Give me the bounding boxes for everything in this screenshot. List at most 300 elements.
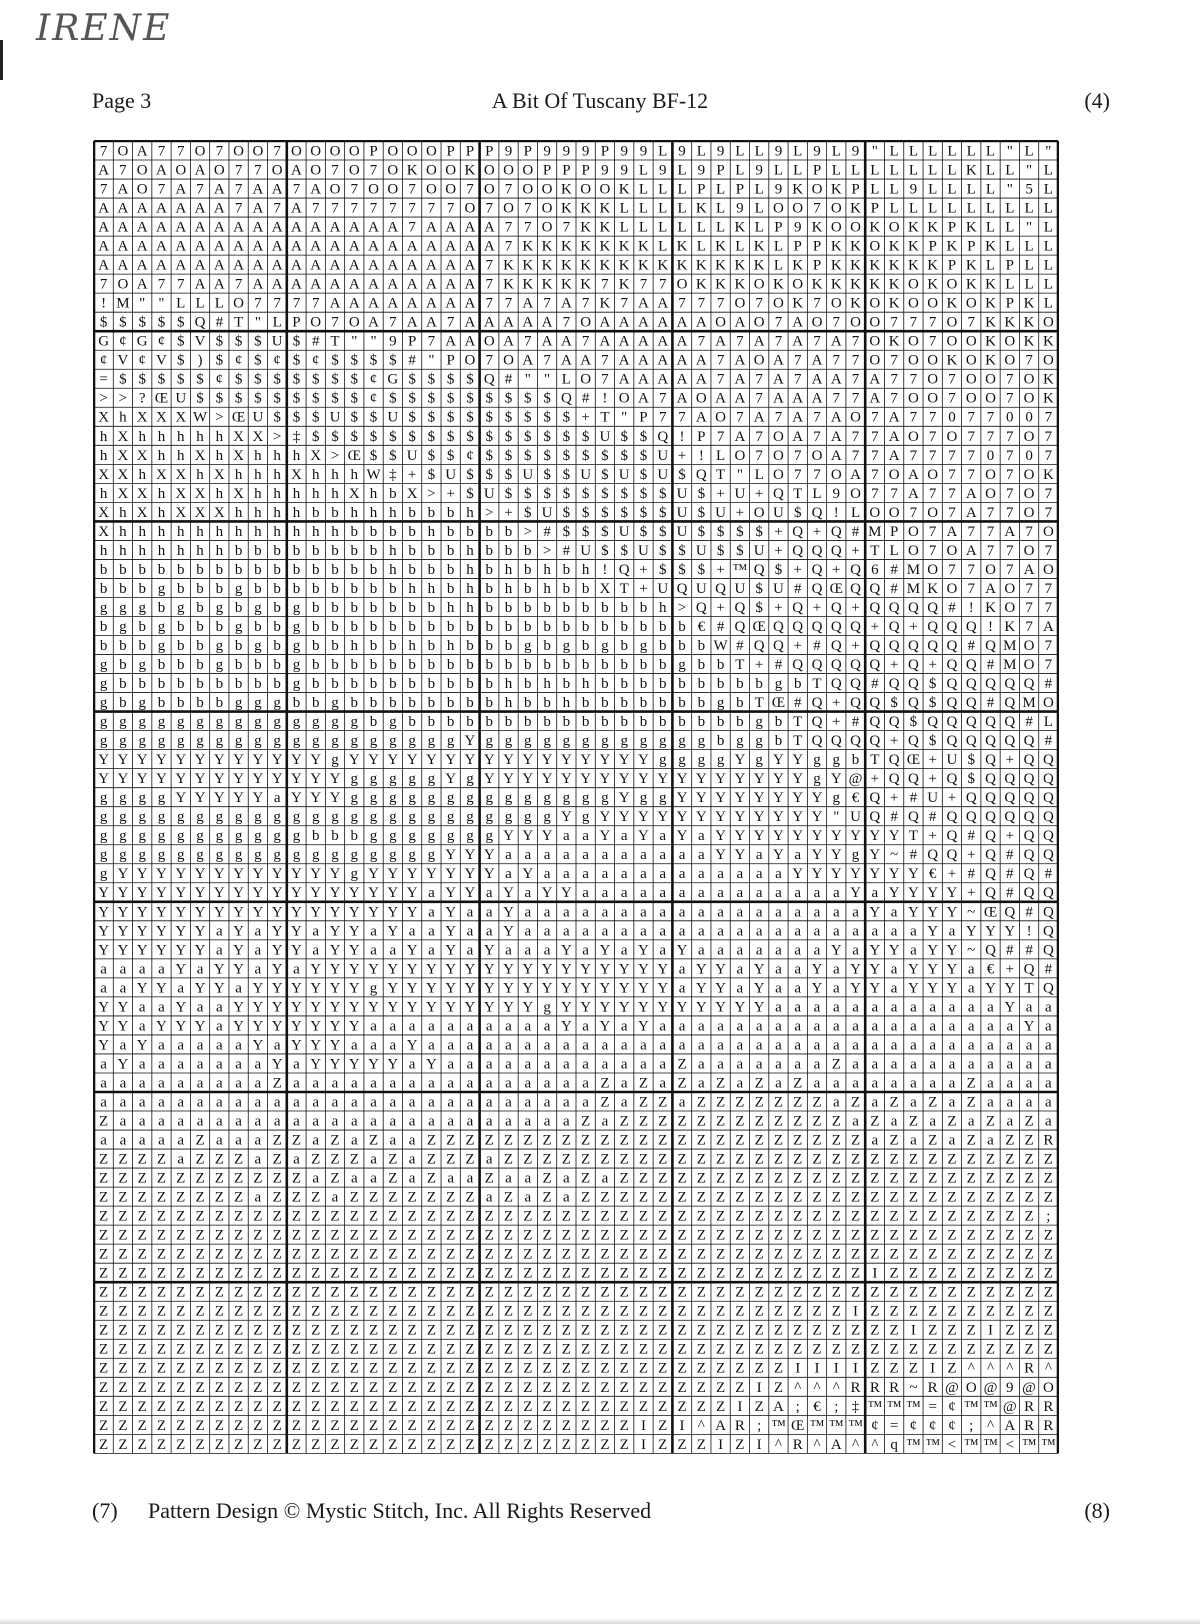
chart-symbol: Z xyxy=(368,1417,379,1434)
chart-symbol: Z xyxy=(638,1170,649,1187)
chart-symbol: Y xyxy=(329,885,341,902)
chart-symbol: P xyxy=(697,428,706,445)
chart-symbol: 7 xyxy=(1044,428,1053,445)
chart-symbol: Z xyxy=(850,1284,861,1301)
chart-symbol: a xyxy=(890,923,898,940)
chart-symbol: Z xyxy=(677,1075,687,1092)
chart-symbol: 7 xyxy=(967,561,975,578)
chart-symbol: Z xyxy=(176,1246,186,1263)
chart-symbol: Y xyxy=(291,771,302,788)
chart-symbol: Z xyxy=(195,1170,205,1187)
chart-symbol: Z xyxy=(330,1436,340,1453)
chart-symbol: $ xyxy=(466,390,474,407)
chart-symbol: O xyxy=(946,428,958,445)
chart-symbol: Z xyxy=(503,1398,514,1415)
chart-symbol: Q xyxy=(850,580,861,597)
chart-symbol: b xyxy=(485,695,493,712)
chart-symbol: Z xyxy=(118,1398,128,1415)
chart-symbol: a xyxy=(119,1037,127,1054)
chart-symbol: $ xyxy=(639,523,648,540)
chart-symbol: a xyxy=(871,1056,879,1073)
chart-symbol: a xyxy=(138,1056,146,1073)
chart-symbol: A xyxy=(98,200,110,217)
chart-symbol: Z xyxy=(137,1398,147,1415)
chart-symbol: b xyxy=(138,580,146,597)
chart-symbol: b xyxy=(331,618,339,635)
chart-symbol: h xyxy=(157,428,166,445)
chart-symbol: U xyxy=(695,542,707,559)
chart-symbol: 7 xyxy=(948,390,956,407)
chart-symbol: a xyxy=(620,1094,628,1111)
chart-symbol: A xyxy=(618,371,630,388)
chart-symbol: a xyxy=(543,1037,551,1054)
chart-symbol: Z xyxy=(523,1151,533,1168)
chart-symbol: Y xyxy=(98,885,110,902)
chart-symbol: X xyxy=(117,466,129,483)
chart-symbol: b xyxy=(427,542,436,559)
chart-symbol: O xyxy=(522,162,534,179)
chart-symbol: Z xyxy=(793,1151,803,1168)
chart-symbol: " xyxy=(1006,181,1013,198)
chart-symbol: b xyxy=(427,714,436,731)
chart-symbol: K xyxy=(830,238,842,255)
chart-symbol: Z xyxy=(793,1265,803,1282)
chart-symbol: ™ xyxy=(925,1436,941,1453)
chart-symbol: L xyxy=(754,181,764,198)
chart-symbol: Z xyxy=(716,1227,726,1244)
chart-symbol: a xyxy=(794,885,802,902)
chart-symbol: Z xyxy=(542,1189,552,1206)
chart-symbol: h xyxy=(504,695,513,712)
chart-symbol: O xyxy=(271,162,283,179)
chart-symbol: K xyxy=(599,200,611,217)
chart-symbol: a xyxy=(736,866,744,883)
chart-symbol: > xyxy=(118,390,128,407)
chart-symbol: b xyxy=(543,714,551,731)
chart-symbol: 7 xyxy=(562,314,571,331)
chart-symbol: g xyxy=(331,714,339,731)
chart-symbol: a xyxy=(775,961,782,978)
chart-symbol: $ xyxy=(543,447,551,464)
chart-symbol: 7 xyxy=(755,295,763,312)
chart-symbol: A xyxy=(445,257,457,274)
page-label: Page 3 xyxy=(92,88,152,113)
chart-symbol: O xyxy=(888,466,900,483)
chart-symbol: 7 xyxy=(890,485,898,502)
chart-symbol: Z xyxy=(253,1208,263,1225)
chart-symbol: Z xyxy=(716,1303,726,1320)
chart-symbol: Z xyxy=(696,1360,706,1377)
chart-symbol: a xyxy=(428,1094,435,1111)
chart-symbol: + xyxy=(851,599,860,616)
chart-symbol: a xyxy=(890,961,898,978)
chart-symbol: b xyxy=(620,695,628,712)
chart-symbol: ™ xyxy=(809,1417,825,1434)
chart-symbol: Z xyxy=(812,1094,822,1111)
chart-symbol: Q xyxy=(869,790,881,807)
chart-symbol: g xyxy=(196,828,204,845)
chart-symbol: A xyxy=(464,257,476,274)
chart-symbol: Y xyxy=(753,980,765,997)
chart-symbol: a xyxy=(871,1075,879,1092)
chart-symbol: Z xyxy=(523,1436,533,1453)
chart-symbol: L xyxy=(1043,162,1053,179)
chart-symbol: g xyxy=(755,752,763,769)
chart-symbol: Q xyxy=(830,676,842,693)
chart-symbol: Z xyxy=(311,1436,321,1453)
chart-symbol: h xyxy=(215,523,224,540)
chart-symbol: Z xyxy=(523,1322,533,1339)
chart-symbol: + xyxy=(1005,828,1015,845)
chart-symbol: b xyxy=(254,561,262,578)
chart-symbol: Y xyxy=(445,999,457,1016)
chart-symbol: Q xyxy=(985,771,996,788)
chart-symbol: a xyxy=(659,1075,667,1092)
chart-symbol: K xyxy=(907,219,919,236)
chart-symbol: a xyxy=(389,1037,397,1054)
chart-symbol: $ xyxy=(389,447,397,464)
chart-symbol: g xyxy=(659,752,667,769)
chart-symbol: L xyxy=(1043,238,1053,255)
chart-symbol: a xyxy=(640,1056,647,1073)
chart-symbol: $ xyxy=(157,371,166,388)
chart-symbol: Z xyxy=(214,1341,224,1358)
chart-symbol: $ xyxy=(909,714,918,731)
chart-symbol: Y xyxy=(503,999,514,1016)
chart-symbol: Q xyxy=(1023,790,1035,807)
chart-symbol: Z xyxy=(234,1189,244,1206)
chart-symbol: h xyxy=(254,504,262,521)
chart-symbol: L xyxy=(947,143,957,160)
chart-symbol: a xyxy=(678,923,686,940)
chart-symbol: Z xyxy=(658,1398,668,1415)
chart-symbol: # xyxy=(1006,885,1014,902)
chart-symbol: " xyxy=(736,466,743,483)
chart-symbol: A xyxy=(888,428,900,445)
chart-symbol: Y xyxy=(503,961,514,978)
chart-symbol: Z xyxy=(330,1379,340,1396)
chart-symbol: b xyxy=(254,580,262,597)
chart-symbol: Z xyxy=(446,1341,456,1358)
chart-symbol: Y xyxy=(194,942,206,959)
chart-symbol: Q xyxy=(985,809,996,826)
chart-symbol: > xyxy=(99,390,108,407)
chart-symbol: ‡ xyxy=(292,428,301,445)
chart-symbol: Z xyxy=(156,1246,167,1263)
chart-symbol: Y xyxy=(271,752,283,769)
chart-symbol: a xyxy=(505,1094,512,1111)
chart-symbol: h xyxy=(138,523,146,540)
chart-symbol: a xyxy=(177,1151,185,1168)
chart-symbol: Y xyxy=(271,980,283,997)
chart-symbol: Z xyxy=(947,1170,957,1187)
chart-symbol: Y xyxy=(638,771,649,788)
chart-symbol: Z xyxy=(889,1303,899,1320)
chart-symbol: a xyxy=(794,923,802,940)
chart-symbol: g xyxy=(524,809,532,826)
chart-symbol: O xyxy=(233,295,245,312)
chart-symbol: O xyxy=(1042,695,1054,712)
chart-symbol: $ xyxy=(311,409,320,426)
chart-symbol: Z xyxy=(793,1303,803,1320)
chart-symbol: Y xyxy=(811,809,823,826)
chart-symbol: Y xyxy=(310,1037,322,1054)
chart-symbol: b xyxy=(678,637,686,654)
chart-symbol: g xyxy=(254,809,262,826)
chart-symbol: h xyxy=(196,523,204,540)
chart-symbol: X xyxy=(213,504,225,521)
chart-symbol: Y xyxy=(291,866,302,883)
chart-symbol: X xyxy=(117,447,129,464)
chart-symbol: O xyxy=(830,200,842,217)
chart-symbol: a xyxy=(485,1151,493,1168)
chart-symbol: Z xyxy=(619,1132,629,1149)
chart-symbol: + xyxy=(793,561,802,578)
chart-symbol: A xyxy=(213,219,225,236)
chart-symbol: b xyxy=(311,561,320,578)
chart-symbol: Z xyxy=(368,1132,379,1149)
chart-symbol: Q xyxy=(850,618,861,635)
chart-symbol: T xyxy=(908,828,918,845)
chart-symbol: Z xyxy=(677,1303,687,1320)
chart-symbol: " xyxy=(370,333,377,350)
chart-symbol: A xyxy=(676,390,688,407)
chart-symbol: Z xyxy=(658,1246,668,1263)
chart-symbol: Y xyxy=(98,923,110,940)
chart-symbol: Z xyxy=(735,1170,745,1187)
chart-symbol: Z xyxy=(658,1417,668,1434)
chart-symbol: g xyxy=(659,733,667,750)
chart-symbol: Z xyxy=(985,1208,996,1225)
chart-symbol: A xyxy=(560,352,572,369)
chart-symbol: Z xyxy=(716,1170,726,1187)
chart-symbol: Y xyxy=(425,1056,437,1073)
chart-symbol: Y xyxy=(175,942,187,959)
chart-symbol: Z xyxy=(195,1265,205,1282)
chart-symbol: Y xyxy=(618,771,630,788)
chart-symbol: 7 xyxy=(177,276,185,293)
chart-symbol: 7 xyxy=(659,390,667,407)
chart-symbol: X xyxy=(233,447,245,464)
chart-symbol: K xyxy=(985,295,996,312)
chart-symbol: Z xyxy=(677,1056,687,1073)
chart-symbol: # xyxy=(986,695,995,712)
chart-symbol: Q xyxy=(850,656,861,673)
chart-symbol: L xyxy=(947,200,957,217)
chart-symbol: h xyxy=(389,561,397,578)
chart-symbol: 0 xyxy=(948,409,956,426)
chart-symbol: Z xyxy=(465,1227,475,1244)
chart-symbol: Z xyxy=(677,1132,687,1149)
chart-symbol: 9 xyxy=(697,162,706,179)
chart-symbol: Z xyxy=(272,1246,282,1263)
chart-symbol: ¢ xyxy=(871,1417,879,1434)
chart-symbol: a xyxy=(273,790,281,807)
chart-symbol: Z xyxy=(831,1246,841,1263)
chart-symbol: Z xyxy=(291,1360,302,1377)
chart-symbol: g xyxy=(215,637,224,654)
chart-symbol: O xyxy=(869,238,881,255)
chart-symbol: Z xyxy=(388,1151,398,1168)
chart-symbol: Z xyxy=(947,1303,957,1320)
chart-symbol: Z xyxy=(908,1189,918,1206)
chart-symbol: Z xyxy=(600,1436,610,1453)
chart-symbol: Z xyxy=(272,1341,282,1358)
chart-symbol: A xyxy=(464,333,476,350)
chart-symbol: Y xyxy=(503,752,514,769)
chart-symbol: Z xyxy=(330,1284,340,1301)
chart-symbol: $ xyxy=(543,485,551,502)
chart-symbol: a xyxy=(736,923,744,940)
chart-symbol: g xyxy=(659,790,667,807)
chart-symbol: ~ xyxy=(909,1379,918,1396)
chart-symbol: a xyxy=(1045,1113,1052,1130)
chart-symbol: Z xyxy=(581,1417,591,1434)
chart-symbol: O xyxy=(136,162,148,179)
chart-symbol: L xyxy=(1043,257,1053,274)
chart-symbol: b xyxy=(99,618,108,635)
chart-symbol: g xyxy=(119,847,127,864)
chart-symbol: Z xyxy=(812,1132,822,1149)
chart-symbol: b xyxy=(504,618,513,635)
chart-symbol: K xyxy=(773,276,784,293)
chart-symbol: g xyxy=(177,599,185,616)
chart-symbol: Y xyxy=(792,828,804,845)
chart-symbol: h xyxy=(466,599,474,616)
chart-symbol: Z xyxy=(793,1132,803,1149)
chart-symbol: L xyxy=(195,295,205,312)
chart-symbol: Y xyxy=(425,999,437,1016)
chart-symbol: Z xyxy=(118,1341,128,1358)
chart-symbol: g xyxy=(273,714,281,731)
chart-symbol: X xyxy=(175,466,187,483)
chart-symbol: g xyxy=(524,790,532,807)
chart-symbol: a xyxy=(177,1037,185,1054)
chart-symbol: a xyxy=(505,1113,512,1130)
chart-symbol: T xyxy=(870,542,880,559)
chart-symbol: a xyxy=(871,999,879,1016)
chart-symbol: Z xyxy=(388,1379,398,1396)
chart-symbol: + xyxy=(851,637,860,654)
chart-symbol: Z xyxy=(503,1303,514,1320)
chart-symbol: Z xyxy=(735,1246,745,1263)
chart-symbol: L xyxy=(658,200,668,217)
chart-symbol: A xyxy=(156,238,167,255)
chart-symbol: $ xyxy=(408,428,416,445)
chart-symbol: Z xyxy=(137,1284,147,1301)
chart-symbol: a xyxy=(466,1075,474,1092)
chart-symbol: $ xyxy=(389,390,397,407)
chart-symbol: Z xyxy=(234,1151,244,1168)
chart-symbol: # xyxy=(928,809,937,826)
chart-symbol: b xyxy=(485,714,493,731)
chart-symbol: a xyxy=(736,1037,744,1054)
chart-symbol: L xyxy=(658,219,668,236)
chart-symbol: a xyxy=(563,1094,570,1111)
chart-symbol: Z xyxy=(658,1170,668,1187)
chart-symbol: Z xyxy=(234,1265,244,1282)
chart-symbol: Q xyxy=(830,733,842,750)
chart-symbol: $ xyxy=(466,371,474,388)
chart-symbol: 7 xyxy=(890,352,898,369)
chart-symbol: Y xyxy=(425,752,437,769)
chart-symbol: U xyxy=(406,447,418,464)
chart-symbol: Q xyxy=(1023,733,1035,750)
chart-symbol: A xyxy=(271,181,283,198)
chart-symbol: Z xyxy=(368,1227,379,1244)
chart-symbol: Y xyxy=(734,809,746,826)
chart-symbol: Z xyxy=(677,1189,687,1206)
chart-symbol: Z xyxy=(407,1208,417,1225)
chart-symbol: Œ xyxy=(829,580,843,597)
chart-symbol: Z xyxy=(985,1170,996,1187)
chart-symbol: U xyxy=(850,809,861,826)
chart-symbol: Y xyxy=(136,752,148,769)
chart-symbol: Y xyxy=(213,752,225,769)
chart-symbol: 7 xyxy=(1044,656,1053,673)
chart-symbol: Z xyxy=(619,1341,629,1358)
chart-symbol: $ xyxy=(639,447,648,464)
chart-symbol: Z xyxy=(1005,1341,1015,1358)
chart-symbol: Y xyxy=(753,828,765,845)
chart-symbol: a xyxy=(697,923,705,940)
chart-symbol: a xyxy=(948,1132,956,1149)
chart-symbol: O xyxy=(965,390,977,407)
chart-symbol: Z xyxy=(465,1341,475,1358)
chart-symbol: A xyxy=(657,371,669,388)
chart-symbol: a xyxy=(755,1037,763,1054)
chart-symbol: K xyxy=(560,200,572,217)
chart-symbol: a xyxy=(524,1094,532,1111)
chart-symbol: A xyxy=(792,390,804,407)
chart-symbol: a xyxy=(254,1189,262,1206)
chart-symbol: $ xyxy=(119,371,127,388)
chart-symbol: Z xyxy=(619,1208,629,1225)
chart-symbol: b xyxy=(736,676,744,693)
chart-symbol: Y xyxy=(387,961,399,978)
chart-symbol: a xyxy=(485,1094,493,1111)
chart-symbol: g xyxy=(138,790,146,807)
chart-symbol: a xyxy=(177,1056,185,1073)
chart-symbol: Z xyxy=(658,1094,668,1111)
chart-symbol: b xyxy=(369,618,378,635)
chart-symbol: A xyxy=(425,238,437,255)
chart-symbol: 7 xyxy=(967,447,975,464)
chart-symbol: a xyxy=(948,923,956,940)
chart-symbol: $ xyxy=(427,447,436,464)
chart-symbol: Z xyxy=(465,1360,475,1377)
chart-symbol: A xyxy=(715,1417,727,1434)
chart-symbol: # xyxy=(793,695,802,712)
chart-symbol: O xyxy=(850,485,861,502)
chart-symbol: A xyxy=(599,333,611,350)
chart-symbol: $ xyxy=(408,371,416,388)
chart-symbol: a xyxy=(1045,1037,1052,1054)
chart-symbol: ™ xyxy=(906,1436,921,1453)
chart-symbol: g xyxy=(581,809,590,826)
chart-symbol: a xyxy=(466,904,474,921)
chart-symbol: Z xyxy=(484,1436,494,1453)
chart-symbol: $ xyxy=(697,561,706,578)
chart-symbol: Z xyxy=(1005,1132,1015,1149)
chart-symbol: h xyxy=(177,523,185,540)
chart-symbol: R xyxy=(889,1379,900,1396)
chart-symbol: Z xyxy=(831,1056,841,1073)
chart-symbol: a xyxy=(852,942,859,959)
chart-symbol: Y xyxy=(252,771,264,788)
chart-symbol: b xyxy=(620,599,628,616)
chart-symbol: L xyxy=(1005,200,1015,217)
